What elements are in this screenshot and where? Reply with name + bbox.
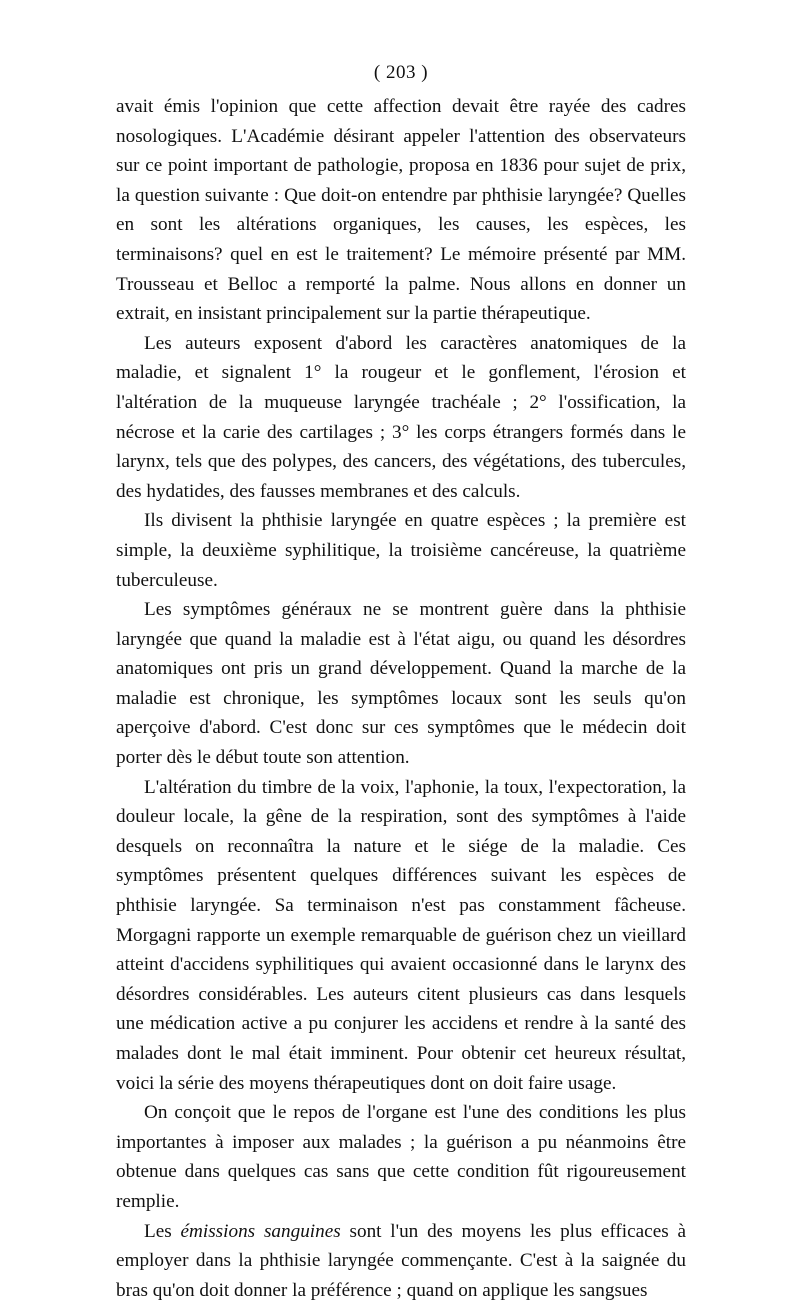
paragraph-3: Ils divisent la phthisie laryngée en quatre espèces ; la première est simple, la deuxième syphilitique, la troisième cancéreuse, la quatrième tuberculeuse. bbox=[116, 510, 686, 591]
paragraph-7 bbox=[116, 1217, 686, 1305]
document-page bbox=[116, 58, 686, 1305]
paragraph-7-end: sont l'un des moyens les plus efficaces à employer dans la phthisie laryngée commençante. C'est à la saignée du bras qu'on doit donner la préférence ; quand on applique les sangsues bbox=[116, 1220, 686, 1301]
paragraph-7-emphasis: émissions sanguines bbox=[180, 1220, 341, 1242]
paragraph-5: L'altération du timbre de la voix, l'aphonie, la toux, l'expectoration, la douleur locale, la gêne de la respiration, sont des symptômes à l'aide desquels on reconnaîtra la nature et le siége de la maladie. Ces symptômes présentent quelques différences suivant les espèces de phthisie laryngée. Sa terminaison n'est pas constamment fâcheuse. Morgagni rapporte un exemple remarquable de guérison chez un vieillard atteint d'accidens syphilitiques qui avaient occasionné dans le larynx des désordres considérables. Les auteurs citent plusieurs cas dans lesquels une médication active a pu conjurer les accidens et rendre à la santé des malades dont le mal était imminent. Pour obtenir cet heureux résultat, voici la série des moyens thérapeutiques dont on doit faire usage. bbox=[116, 776, 686, 1094]
paragraph-7-start: Les bbox=[144, 1220, 181, 1242]
paragraph-4: Les symptômes généraux ne se montrent guère dans la phthisie laryngée que quand la maladie est à l'état aigu, ou quand les désordres anatomiques ont pris un grand développement. Quand la marche de la maladie est chronique, les symptômes locaux sont les seuls qu'on aperçoive d'abord. C'est donc sur ces symptômes que le médecin doit porter dès le début toute son attention. bbox=[116, 599, 686, 769]
page-number: ( 203 ) bbox=[373, 62, 429, 83]
paragraph-1: avait émis l'opinion que cette affection devait être rayée des cadres nosologiques. L'Académie désirant appeler l'attention des observateurs sur ce point important de pathologie, proposa en 1836 pour sujet de prix, la question suivante : Que doit-on entendre par phthisie laryngée? Quelles en sont les altérations organiques, les causes, les espèces, les terminaisons? quel en est le traitement? Le mémoire présenté par MM. Trousseau et Belloc a remporté la palme. Nous allons en donner un extrait, en insistant principalement sur la partie thérapeutique. bbox=[116, 96, 686, 325]
paragraph-2: Les auteurs exposent d'abord les caractères anatomiques de la maladie, et signalent 1° la rougeur et le gonflement, l'érosion et l'altération de la muqueuse laryngée trachéale ; 2° l'ossification, la nécrose et la carie des cartilages ; 3° les corps étrangers formés dans le larynx, tels que des polypes, des cancers, des végétations, des tubercules, des hydatides, des fausses membranes et des calculs. bbox=[116, 332, 686, 502]
paragraph-6: On conçoit que le repos de l'organe est l'une des conditions les plus importantes à imposer aux malades ; la guérison a pu néanmoins être obtenue dans quelques cas sans que cette condition fût rigoureusement remplie. bbox=[116, 1102, 686, 1212]
